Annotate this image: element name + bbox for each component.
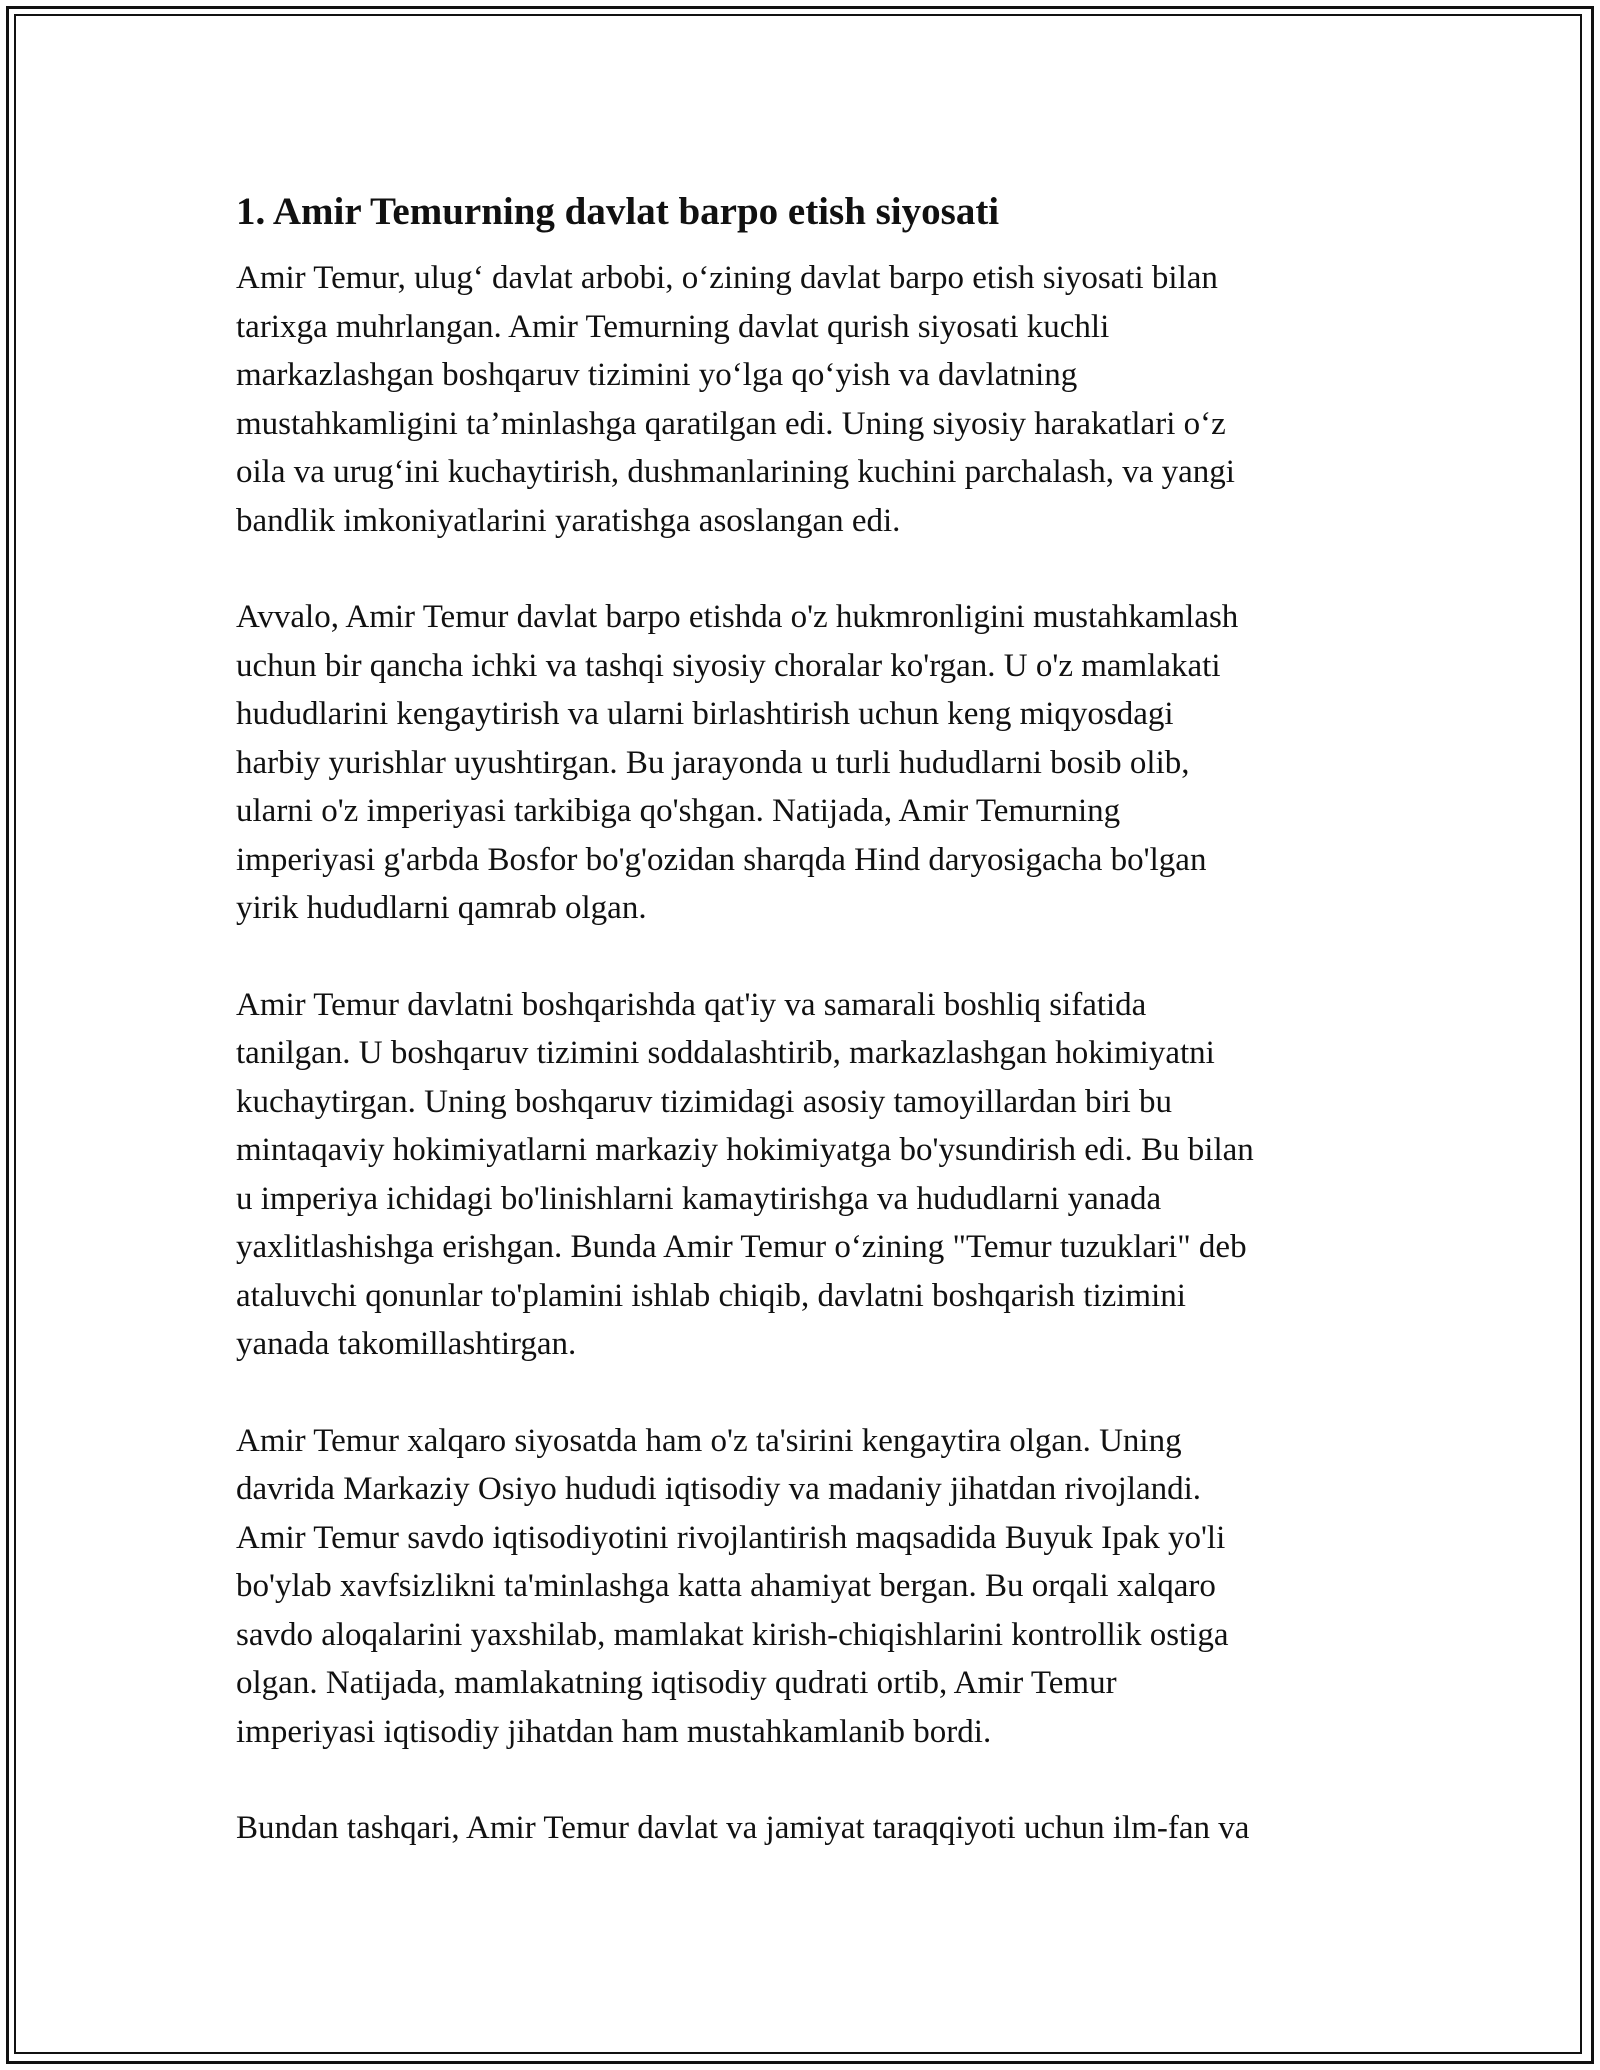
text-line: Bundan tashqari, Amir Temur davlat va jamiyat taraqqiyoti uchun ilm-fan va xyxy=(236,1810,1250,1846)
text-line: harbiy yurishlar uyushtirgan. Bu jarayonda u turli hududlarni bosib olib, xyxy=(236,744,1190,781)
text-line: hududlarini kengaytirish va ularni birlashtirish uchun keng miqyosdagi xyxy=(236,696,1174,732)
text-line: kuchaytirgan. Uning boshqaruv tizimidagi asosiy tamoyillardan biri bu xyxy=(236,1083,1173,1120)
text-line: imperiyasi iqtisodiy jihatdan ham mustahkamlanib bordi. xyxy=(236,1713,992,1750)
text-line: u imperiya ichidagi bo'linishlarni kamaytirishga va hududlarni yanada xyxy=(236,1180,1162,1217)
document-body xyxy=(236,186,1376,1901)
text-line: markazlashgan boshqaruv tizimini yo‘lga qo‘yish va davlatning xyxy=(236,357,1078,393)
text-line: yanada takomillashtirgan. xyxy=(236,1326,577,1362)
text-line: savdo aloqalarini yaxshilab, mamlakat kirish-chiqishlarini kontrollik ostiga xyxy=(236,1616,1229,1653)
paragraph-4 xyxy=(236,1417,1376,1757)
text-line: yaxlitlashishga erishgan. Bunda Amir Temur o‘zining "Temur tuzuklari" deb xyxy=(236,1229,1247,1265)
text-line: davrida Markaziy Osiyo hududi iqtisodiy va madaniy jihatdan rivojlandi. xyxy=(236,1471,1202,1507)
text-line: ularni o'z imperiyasi tarkibiga qo'shgan. Natijada, Amir Temurning xyxy=(236,793,1121,829)
text-line: olgan. Natijada, mamlakatning iqtisodiy qudrati ortib, Amir Temur xyxy=(236,1665,1117,1701)
text-line: Amir Temur savdo iqtisodiyotini rivojlantirish maqsadida Buyuk Ipak yo'li xyxy=(236,1519,1226,1556)
section-heading: 1. Amir Temurning davlat barpo etish siyosati xyxy=(236,190,1000,233)
text-line: Amir Temur xalqaro siyosatda ham o'z ta'sirini kengaytira olgan. Uning xyxy=(236,1422,1182,1459)
text-line: oila va urug‘ini kuchaytirish, dushmanlarining kuchini parchalash, va yangi xyxy=(236,454,1235,490)
paragraph-2 xyxy=(236,593,1376,933)
paragraph-1 xyxy=(236,254,1376,545)
text-line: Amir Temur davlatni boshqarishda qat'iy va samarali boshliq sifatida xyxy=(236,986,1147,1023)
text-line: ataluvchi qonunlar to'plamini ishlab chiqib, davlatni boshqarish tizimini xyxy=(236,1277,1186,1314)
text-line: tarixga muhrlangan. Amir Temurning davlat qurish siyosati kuchli xyxy=(236,308,1110,345)
paragraph-5 xyxy=(236,1804,1376,1853)
text-line: mustahkamligini ta’minlashga qaratilgan edi. Uning siyosiy harakatlari o‘z xyxy=(236,405,1226,442)
paragraph-3 xyxy=(236,981,1376,1369)
text-line: bandlik imkoniyatlarini yaratishga asoslangan edi. xyxy=(236,502,901,539)
text-line: Avvalo, Amir Temur davlat barpo etishda o'z hukmronligini mustahkamlash xyxy=(236,599,1239,635)
text-line: bo'ylab xavfsizlikni ta'minlashga katta ahamiyat bergan. Bu orqali xalqaro xyxy=(236,1568,1216,1604)
text-line: uchun bir qancha ichki va tashqi siyosiy choralar ko'rgan. U o'z mamlakati xyxy=(236,647,1221,684)
text-line: tanilgan. U boshqaruv tizimini soddalashtirib, markazlashgan hokimiyatni xyxy=(236,1035,1215,1071)
text-line: mintaqaviy hokimiyatlarni markaziy hokimiyatga bo'ysundirish edi. Bu bilan xyxy=(236,1132,1254,1168)
text-line: imperiyasi g'arbda Bosfor bo'g'ozidan sharqda Hind daryosigacha bo'lgan xyxy=(236,841,1207,878)
text-line: yirik hududlarni qamrab olgan. xyxy=(236,890,647,926)
text-line: Amir Temur, ulug‘ davlat arbobi, o‘zining davlat barpo etish siyosati bilan xyxy=(236,260,1218,296)
